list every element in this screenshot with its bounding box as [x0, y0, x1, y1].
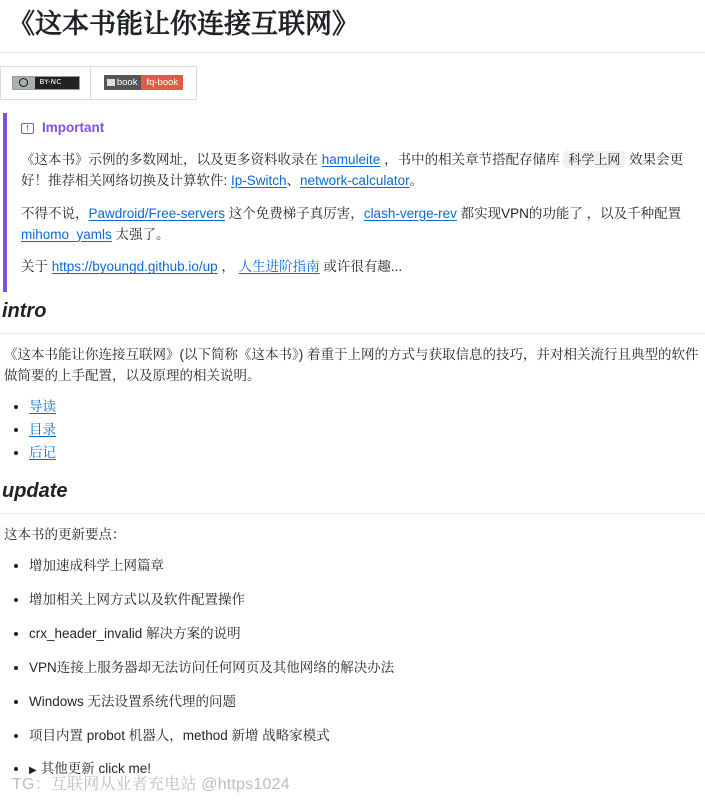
expand-triangle-icon: ▶ [29, 765, 37, 777]
list-item: • 增加速成科学上网篇章 [29, 556, 705, 577]
update-lead: 这本书的更新要点： [4, 526, 126, 542]
alert-p2-text: 这个免费梯子真厉害， [225, 205, 364, 221]
update-heading: update [0, 472, 705, 514]
book-icon [107, 79, 115, 86]
details-summary-label: 其他更新 click me! [40, 761, 151, 777]
alert-p1-text: 。 [409, 172, 424, 188]
list-item [29, 443, 705, 464]
link-byoungd-up[interactable]: https://byoungd.github.io/up [51, 259, 218, 275]
alert-p2-text: 都实现VPN的功能了 ，以及千种配置 [456, 205, 682, 221]
link-mihomo-yamls[interactable]: mihomo_yamls [21, 226, 112, 242]
book-badge-left [104, 75, 142, 90]
list-item: • 增加相关上网方式以及软件配置操作 [29, 590, 705, 611]
important-alert [3, 113, 705, 293]
page-title: 《这本书能让你连接互联网》 [0, 0, 705, 53]
intro-text: 《这本书能让你连接互联网》(以下简称《这本书》) 着重于上网的方式与获取信息的技巧，并对相关流行且典型的软件做简要的上手配置，以及原理的相关说明。 [4, 347, 699, 384]
list-item [29, 397, 705, 418]
intro-heading: intro [0, 292, 705, 334]
alert-paragraph-2 [21, 204, 705, 246]
alert-p2-text: 不得不说， [21, 205, 89, 221]
alert-p1-text: 、 [286, 172, 301, 188]
report-icon: ! [21, 123, 34, 134]
alert-label: Important [42, 120, 105, 136]
alert-p1-text: 效果会更好！推荐相关网络切换及计算软件: [21, 151, 684, 188]
list-item: • VPN连接上服务器却无法访问任何网页及其他网络的解决办法 [29, 658, 705, 679]
link-guide[interactable]: 导读 [29, 399, 56, 415]
list-item: • Windows 无法设置系统代理的问题 [29, 692, 705, 713]
cc-icon [13, 77, 35, 89]
book-badge-right: fq-book [141, 75, 183, 90]
alert-p1-text: 《这本书》示例的多数网址，以及更多资料收录在 [21, 151, 322, 167]
alert-paragraph-1 [21, 150, 705, 192]
alert-header [21, 117, 705, 141]
book-badge[interactable] [104, 75, 183, 90]
watermark-text: TG：互联网从业者充电站 @https1024 [12, 776, 290, 793]
link-contents[interactable]: 目录 [29, 422, 56, 438]
cc-license-badge[interactable] [12, 76, 80, 90]
update-list [0, 556, 705, 780]
book-badge-left-label: book [116, 77, 138, 89]
list-item: • 项目内置 probot 机器人，method 新增 战略家模式 [29, 726, 705, 747]
list-item [29, 420, 705, 441]
link-life-guide[interactable]: 人生进阶指南 [238, 259, 320, 275]
alert-p3-text: 或许很有趣... [319, 259, 403, 275]
alert-paragraph-3 [21, 257, 705, 278]
link-afterword[interactable]: 后记 [29, 445, 56, 461]
alert-p3-text: 关于 [21, 259, 52, 275]
repo-code-tag: 科学上网 [563, 151, 625, 168]
badge-row [0, 66, 705, 100]
intro-link-list [0, 397, 705, 464]
list-item: • crx_header_invalid 解决方案的说明 [29, 624, 705, 645]
alert-p3-text: ， [217, 259, 239, 275]
alert-p1-text: ，书中的相关章节搭配存储库 [380, 151, 564, 167]
link-hamuleite[interactable]: hamuleite [321, 151, 381, 167]
link-clash-verge-rev[interactable]: clash-verge-rev [363, 205, 457, 221]
link-free-servers[interactable]: Pawdroid/Free-servers [88, 205, 226, 221]
license-badge-cell[interactable] [0, 66, 91, 100]
link-ip-switch[interactable]: Ip-Switch [231, 172, 287, 188]
cc-badge-label: BY-NC [39, 78, 62, 87]
alert-p2-text: 太强了。 [111, 226, 170, 242]
book-badge-cell[interactable] [91, 66, 197, 100]
link-network-calculator[interactable]: network-calculator [300, 172, 410, 188]
